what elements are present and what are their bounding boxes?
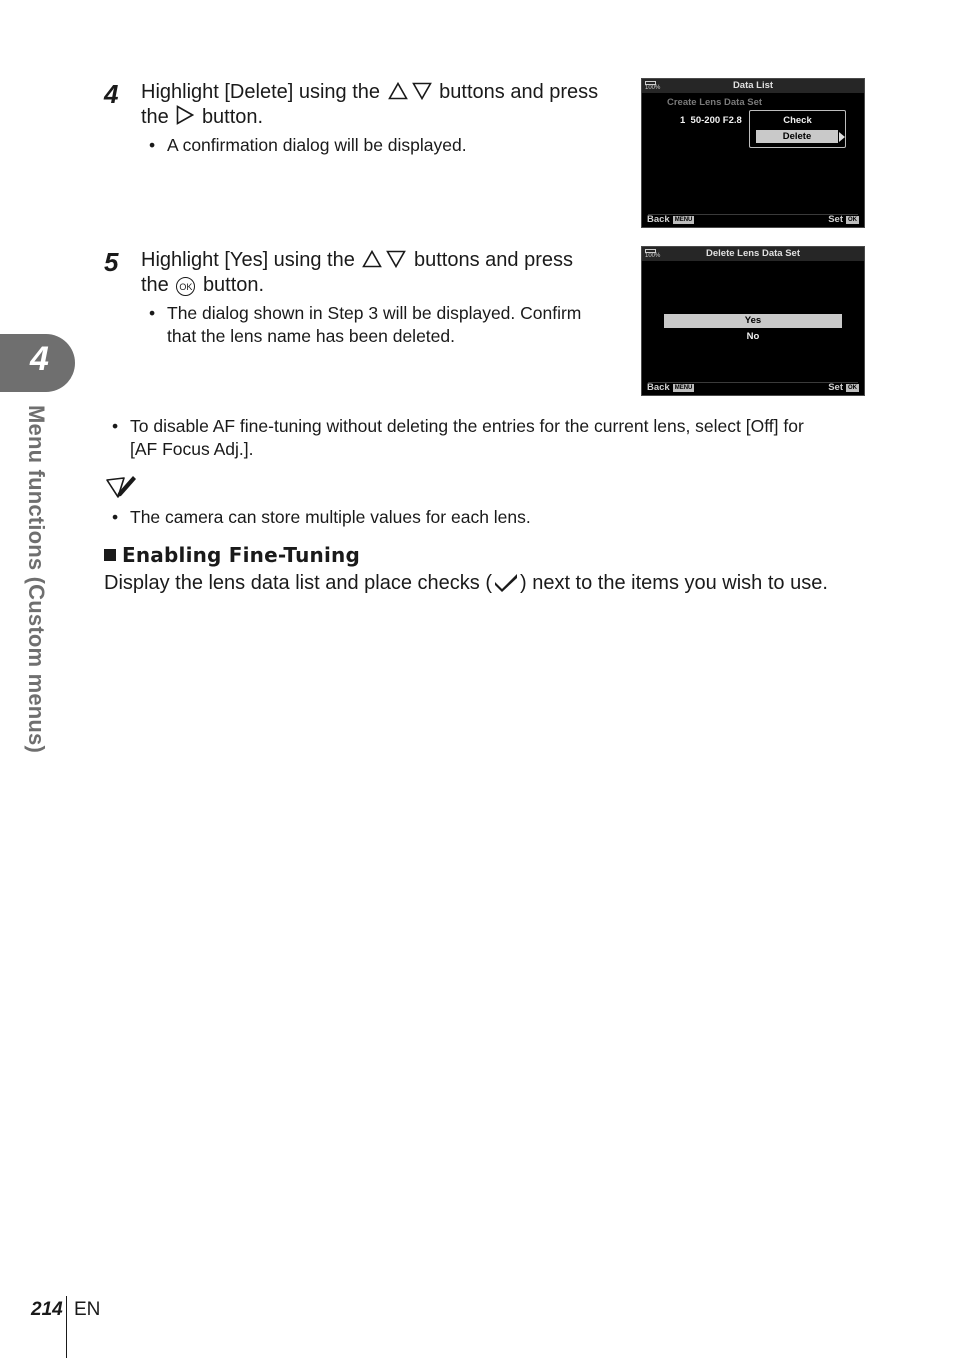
step-4-text: [141, 80, 631, 130]
screen-title: Delete Lens Data Set: [706, 248, 800, 259]
step-5-line2b: button.: [202, 274, 265, 296]
chapter-number: 4: [30, 340, 49, 378]
step-4-line1b: buttons and press: [439, 81, 599, 103]
footer-divider: [66, 1296, 67, 1358]
step-4-line2b: button.: [201, 106, 264, 128]
ok-key-icon: OK: [848, 385, 857, 391]
screen-back: Back MENU: [647, 214, 693, 225]
step-5-number: 5: [104, 247, 119, 277]
section-heading: Enabling Fine-Tuning: [104, 543, 360, 567]
up-triangle-icon: [362, 250, 382, 268]
disable-note: • To disable AF fine-tuning without deleting the entries for the current lens, select [Off] for [AF Focus Adj.].: [112, 416, 804, 459]
check-mark-icon: [493, 572, 519, 592]
option-no: No: [746, 331, 760, 342]
screen-subtitle: Create Lens Data Set: [667, 97, 763, 108]
menu-key-icon: MENU: [674, 217, 693, 223]
up-triangle-icon: [388, 82, 408, 100]
step-4-line2a: the: [141, 106, 169, 128]
menu-item-check: Check: [783, 115, 812, 126]
step-5-bullet: • The dialog shown in Step 3 will be displayed. Confirm that the lens name has been deleted.: [149, 303, 582, 346]
battery-icon: 100%: [645, 81, 661, 91]
tip-bullet: • The camera can store multiple values for each lens.: [112, 507, 531, 527]
chapter-tab: [0, 334, 75, 392]
down-triangle-icon: [412, 82, 432, 100]
step-5-line1b: buttons and press: [413, 249, 573, 271]
screen-set: Set OK: [828, 382, 857, 393]
camera-screen-data-list: [641, 78, 865, 228]
enabling-paragraph: Display the lens data list and place checks ( ) next to the items you wish to use.: [104, 572, 828, 594]
right-triangle-icon: [176, 105, 194, 125]
step-5-line1a: Highlight [Yes] using the: [141, 249, 355, 271]
camera-screen-delete-dialog: [641, 246, 865, 396]
chapter-title: Menu functions (Custom menus): [24, 405, 49, 754]
lens-entry: 1 50-200 F2.8: [680, 115, 742, 126]
ok-button-icon: OK: [176, 277, 195, 296]
down-triangle-icon: [386, 250, 406, 268]
screen-title: Data List: [732, 80, 774, 91]
step-4-number: 4: [104, 79, 119, 109]
menu-item-delete: Delete: [782, 131, 812, 142]
option-yes: Yes: [744, 315, 762, 326]
step-5-line2a: the: [141, 274, 169, 296]
arrow-right-icon: [839, 132, 845, 142]
page-number: 214: [31, 1299, 63, 1320]
screen-set: Set OK: [828, 214, 857, 225]
battery-icon: 100%: [645, 249, 661, 259]
step-5-text: [141, 248, 631, 298]
screen-back: Back MENU: [647, 382, 693, 393]
menu-key-icon: MENU: [674, 385, 693, 391]
step-4-line1a: Highlight [Delete] using the: [141, 81, 381, 103]
step-4-bullet: • A confirmation dialog will be displayed.: [149, 135, 467, 155]
context-menu: [749, 110, 846, 148]
note-pencil-icon: [104, 473, 138, 501]
language-code: EN: [74, 1299, 101, 1320]
square-bullet-icon: [104, 549, 116, 561]
ok-key-icon: OK: [848, 217, 857, 223]
